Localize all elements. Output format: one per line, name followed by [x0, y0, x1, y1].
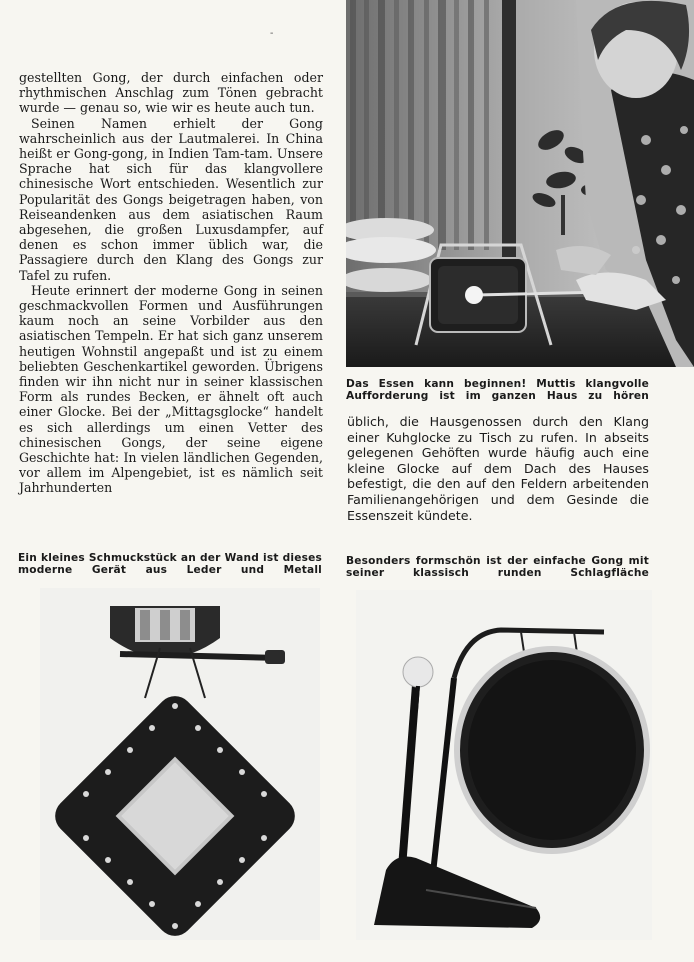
article-column-left [19, 70, 323, 496]
caption-bottom-left: Ein kleines Schmuckstück an der Wand ist dieses moderne Gerät aus Leder und Metall [18, 552, 322, 576]
print-mark: - [270, 28, 274, 39]
woman-gong-photo-icon [346, 0, 694, 367]
photo-round-gong [356, 590, 652, 940]
caption-top-right: Das Essen kann beginnen! Muttis klangvolle Aufforderung ist im ganzen Haus zu hören [346, 378, 649, 402]
photo-wall-gong [40, 588, 320, 940]
paragraph-1: gestellten Gong, der durch einfachen oder rhythmischen Anschlag zum Tönen gebracht wurde — genau so, wie wir es heute auch tun. [19, 70, 323, 116]
paragraph-4: üblich, die Hausgenossen durch den Klang einer Kuhglocke zu Tisch zu rufen. In abseits gelegenen Gehöften wurde häufig auch eine kleine Glocke auf dem Dach des Hauses befestigt, die den auf den Feldern arbeitenden Familienangehörigen und dem Gesinde die Essenszeit kündete. [347, 414, 649, 523]
photo-woman-with-gong [346, 0, 694, 367]
paragraph-3: Heute erinnert der moderne Gong in seinen geschmackvollen Formen und Ausführungen kaum noch an seine Vorbilder aus den asiatischen Tempeln. Er hat sich ganz unserem heutigen Wohnstil angepaßt und ist zu einem beliebten Geschenkartikel geworden. Übrigens finden wir ihn nicht nur in seiner klassischen Form als rundes Becken, er ähnelt oft auch einer Glocke. Bei der „Mittagsglocke“ handelt es sich allerdings um einen Vetter des chinesischen Gongs, der seine eigene Geschichte hat: In vielen ländlichen Gegenden, vor allem im Alpengebiet, ist es nämlich seit Jahrhunderten [19, 282, 323, 496]
paragraph-2: Seinen Namen erhielt der Gong wahrscheinlich aus der Lautmalerei. In China heißt er Gong-gong, in Indien Tam-tam. Unsere Sprache hat sich für das klangvollere chinesische Wort entschieden. Wesentlich zur Popularität des Gongs beigetragen haben, von Reiseandenken aus dem asiatischen Raum abgesehen, die großen Luxusdampfer, auf denen es schon immer üblich war, die Passagiere durch den Klang des Gongs zur Tafel zu rufen. [19, 115, 323, 283]
round-gong-photo-icon [356, 590, 652, 940]
article-column-right [347, 414, 649, 523]
caption-bottom-right: Besonders formschön ist der einfache Gong mit seiner klassisch runden Schlagfläche [346, 555, 649, 579]
wall-gong-photo-icon [40, 588, 320, 940]
